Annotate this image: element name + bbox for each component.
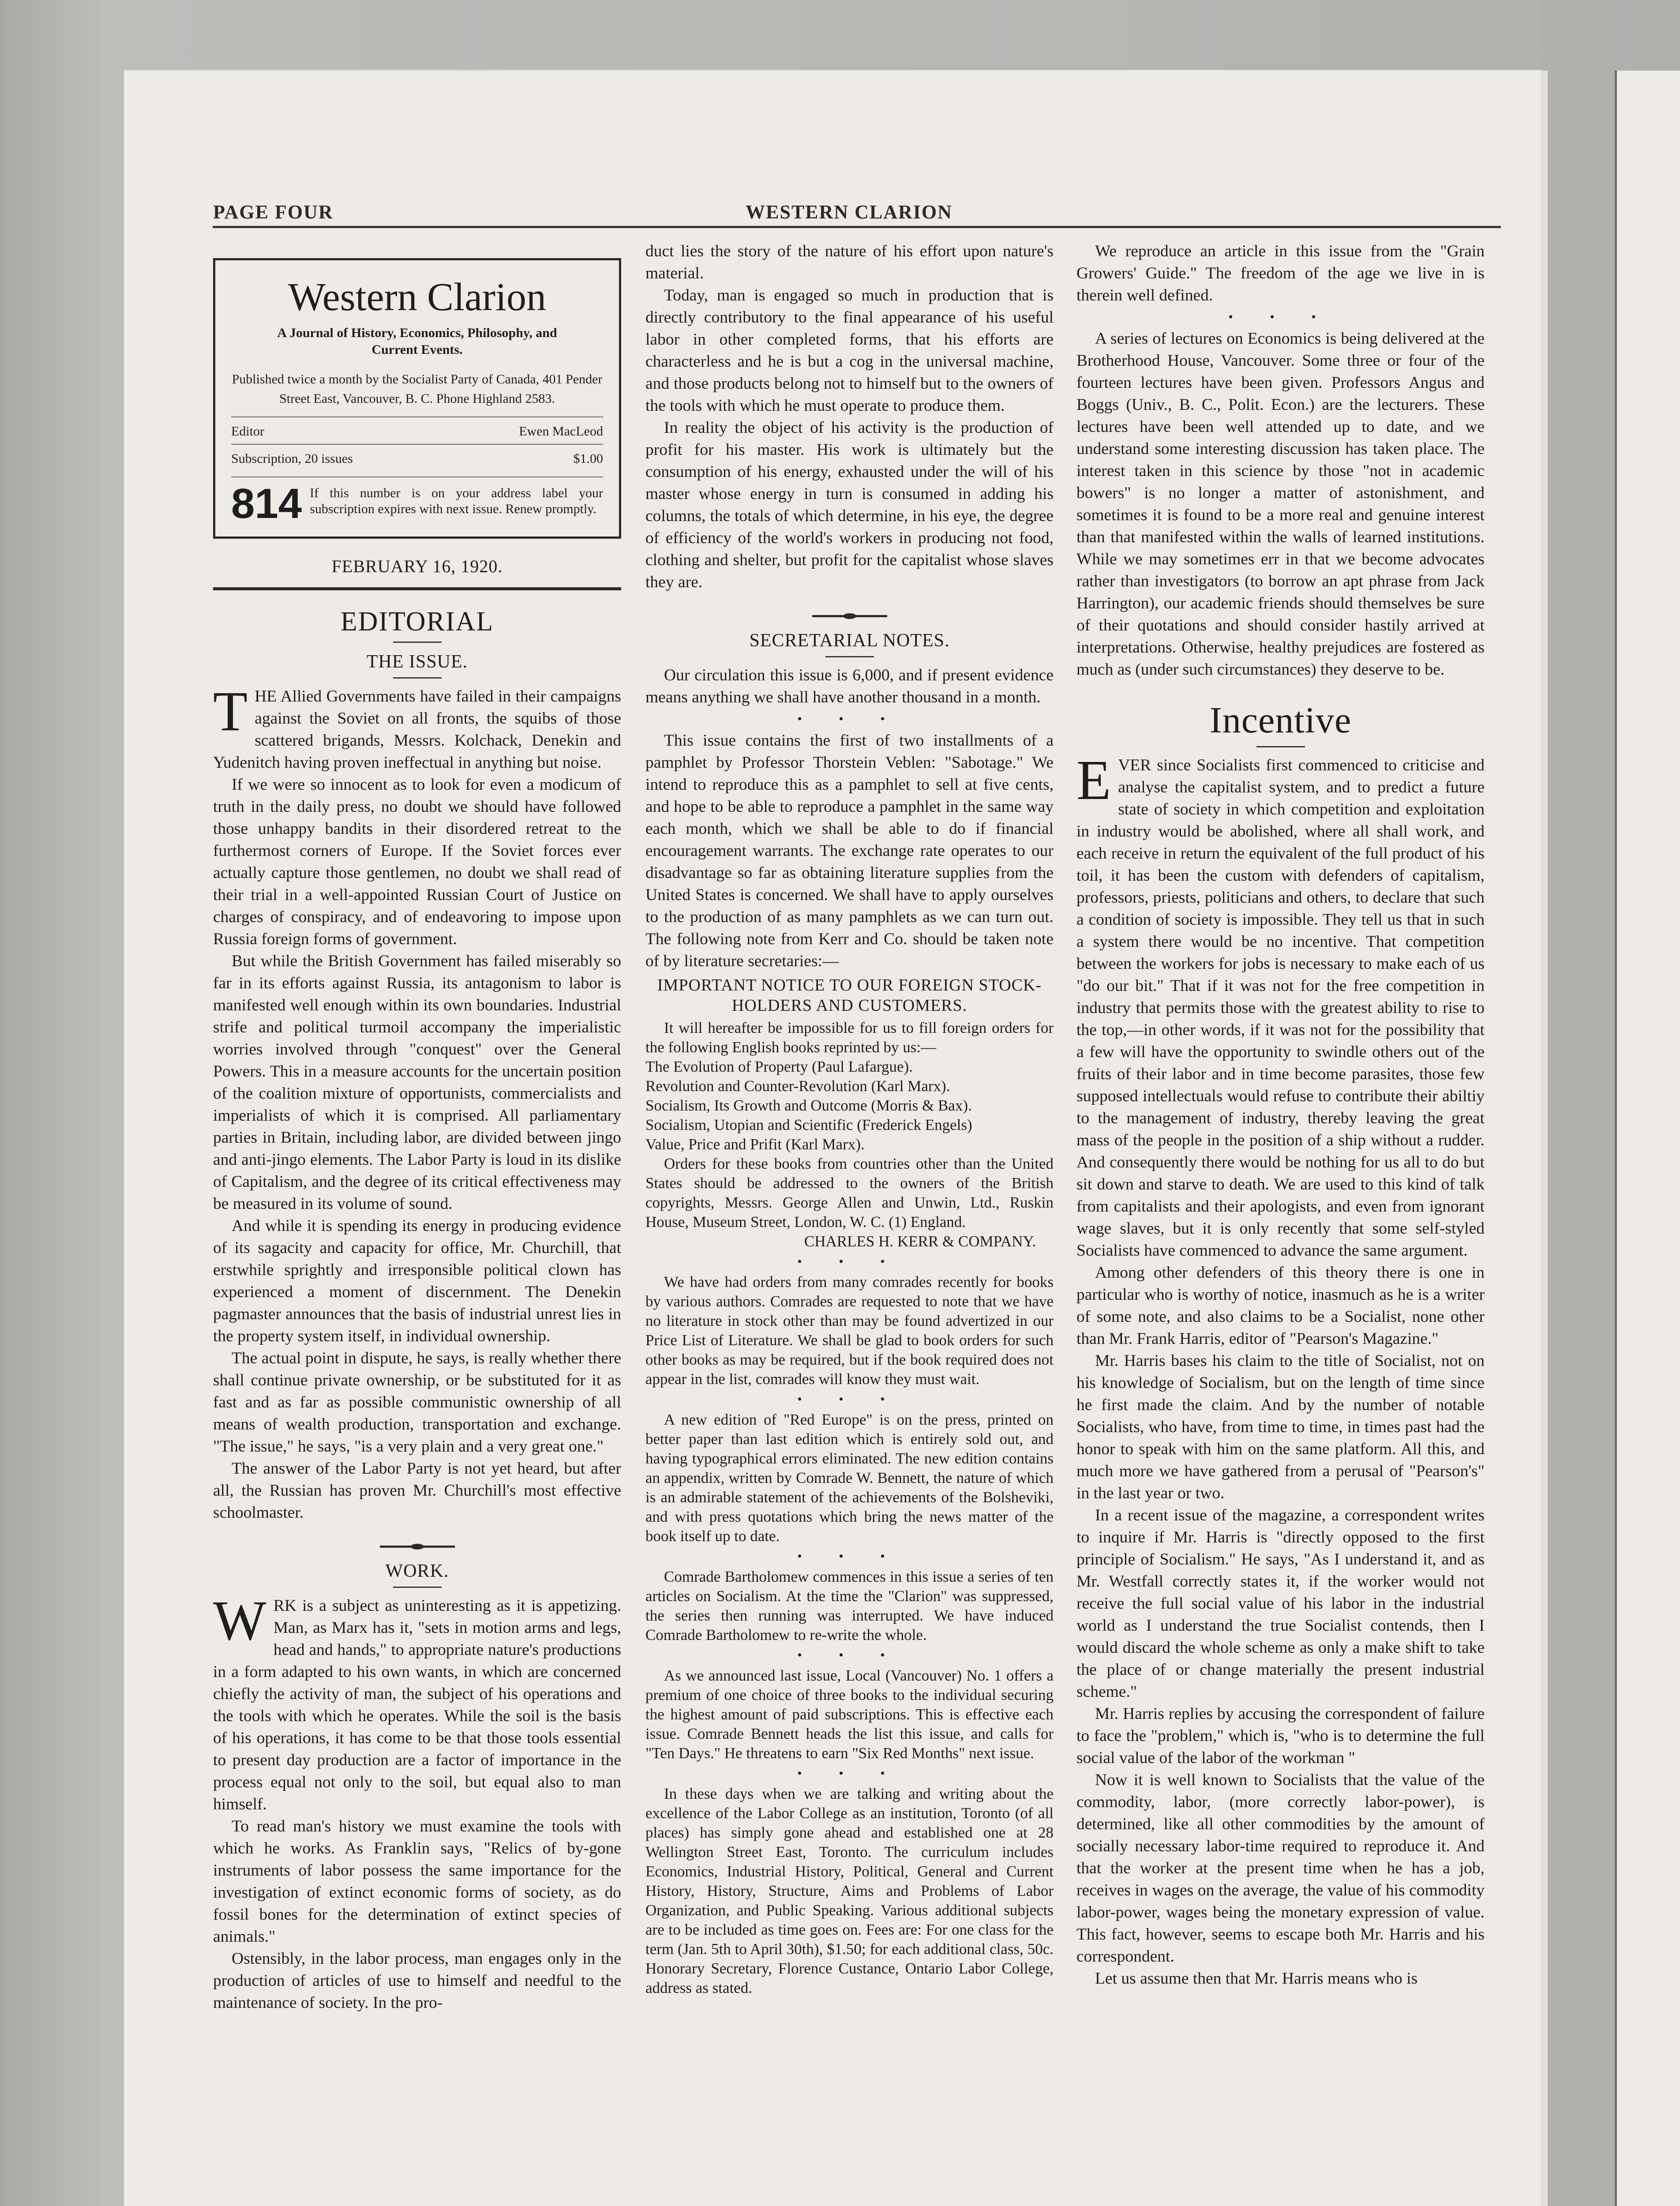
- work-paragraph: RK is a subject as uninteresting as it is appetizing. Man, as Marx has it, "sets in motion arms and legs, head and hands," to appropriate nature's productions in a form adapted to his own wants, in which are concerned chiefly the activity of man, the subject of his operations and the tools with which he operates. While the soil is the basis of his operations, it has come to be that those tools essential to present day production are a factor of importance in the process equal not only to the soil, but equal also to man himself.: [213, 1597, 621, 1813]
- incentive-paragraph: Among other defenders of this theory there is one in particular who is worthy of notice, inasmuch as he is a writer of some note, and also claims to be a Socialist, none other than Mr. Frank Harris, editor of "Pearson's Magazine.": [1076, 1264, 1485, 1348]
- work-paragraph: To read man's history we must examine the tools with which he works. As Franklin says, "Relics of by-gone instruments of labor possess the same importance for the investigation of extinct economic forms of society, as do fossil bones for the determination of extinct species of animals.": [213, 1817, 621, 1946]
- masthead-editor-row: [231, 416, 603, 441]
- kerr-notice: [645, 975, 1054, 1998]
- issue-paragraph: The answer of the Labor Party is not yet heard, but after all, the Russian has proven Mr. Churchill's most effective schoolmaster.: [213, 1459, 621, 1522]
- incentive-paragraph: In a recent issue of the magazine, a correspondent writes to inquire if Mr. Harris is "directly opposed to the first principle of Socialism." He says, "As I understand it, and as Mr. Westfall correctly states it, if the worker would not receive the full social value of his labor in the industrial world as I understand the true Socialist contends, then I would discard the whole scheme as only a make shift to take the place of or change materially the present industrial scheme.": [1076, 1506, 1485, 1701]
- column-2: [645, 240, 1054, 1998]
- incentive-paragraph: Mr. Harris bases his claim to the title of Socialist, not on his knowledge of Socialism, but on the length of time since he first made the claim. And by the number of notable Socialists, who have, from time to time, in times past had the honor to speak with him on the same platform. All this, and much more we have gathered from a perusal of "Pearson's" in the last year or two.: [1076, 1352, 1485, 1502]
- kerr-signature: CHARLES H. KERR & COMPANY.: [804, 1233, 1036, 1250]
- work-paragraph: Ostensibly, in the labor process, man engages only in the production of articles of use to himself and needful to the maintenance of society. In the pro-: [213, 1950, 621, 2012]
- work-heading: WORK.: [385, 1561, 449, 1581]
- work-rule: [393, 1587, 442, 1588]
- book-item: Socialism, Utopian and Scientific (Frederick Engels): [645, 1116, 972, 1133]
- secretarial-rule: [825, 656, 874, 657]
- kerr-notice-intro: It will hereafter be impossible for us to fill foreign orders for the following English books reprinted by us:—: [645, 1019, 1054, 1056]
- secretarial-paragraph: As we announced last issue, Local (Vancouver) No. 1 offers a premium of one choice of three books to the individual securing the highest amount of paid subscriptions. This is effective each issue. Comrade Bennett heads the list this issue, and calls for "Ten Days." He threatens to earn "Six Red Months" next issue.: [645, 1667, 1054, 1762]
- secretarial-paragraph: A new edition of "Red Europe" is on the press, printed on better paper than last edition which is entirely sold out, and having typographical errors eliminated. The new edition contains an appendix, written by Comrade W. Bennett, the nature of which is an admirable statement of the achievements of the Bolsheviki, and with press quotations which bring the news matter of the book itself up to date.: [645, 1411, 1054, 1545]
- editor-label: Editor: [231, 424, 264, 439]
- subscription-price: $1.00: [573, 451, 603, 466]
- book-item: Revolution and Counter-Revolution (Karl Marx).: [645, 1077, 950, 1095]
- separator-dots: • • •: [797, 1648, 902, 1662]
- header-rule: [213, 226, 1501, 228]
- issue-paragraph: And while it is spending its energy in producing evidence of its sagacity and capacity for office, Mr. Churchill, that erstwhile sprightly and irresponsible political clown has experienced a moment of discernment. The Denekin pagmaster announces that the basis of industrial unrest lies in the property system itself, in individual ownership.: [213, 1217, 621, 1345]
- column-1: [213, 240, 621, 2014]
- issue-paragraph: The actual point in dispute, he says, is really whether there shall continue private ownership, or be substituted for it as fast and as far as possible communistic ownership of all means of wealth production, transportation and exchange. "The issue," he says, "is a very plain and a very great one.": [213, 1349, 621, 1456]
- editorial-heading: EDITORIAL: [340, 607, 494, 637]
- masthead-subscription-row: [231, 444, 603, 469]
- issue-paragraph: HE Allied Governments have failed in their campaigns against the Soviet on all fronts, the squibs of those scattered brigands, Messrs. Kolchack, Denekin and Yudenitch having proven ineffectual in anything but noise.: [213, 687, 621, 772]
- issue-rule: [393, 677, 442, 679]
- editorial-rule: [393, 642, 442, 643]
- secretarial-paragraph: In these days when we are talking and writing about the excellence of the Labor College as an institution, Toronto (of all places) has simply gone ahead and established one at 28 Wellington Street East, Toronto. The curriculum includes Economics, Industrial History, Political, General and Current History, History, Structure, Aims and Problems of Labor Organization, and Public Speaking. Various additional subjects are to be included as time goes on. Fees are: For one class for the term (Jan. 5th to April 30th), $1.50; for each additional class, 50c. Honorary Secretary, Florence Custance, Ontario Labor College, address as stated.: [645, 1785, 1054, 1996]
- masthead-box: [213, 258, 621, 539]
- book-item: The Evolution of Property (Paul Lafargue).: [645, 1058, 913, 1075]
- separator-dots: • • •: [797, 712, 902, 726]
- column-3: [1076, 240, 1485, 1990]
- secretarial-heading: SECRETARIAL NOTES.: [749, 630, 950, 651]
- renewal-notice: If this number is on your address label your subscription expires with next issue. Renew promptly.: [310, 486, 603, 516]
- incentive-paragraph: Mr. Harris replies by accusing the correspondent of failure to face the "problem," which is, "who is to determine the full social value of the labor of the workman ": [1076, 1705, 1485, 1767]
- issue-paragraph: If we were so innocent as to look for even a modicum of truth in the daily press, no doubt we should have followed those unhappy bandits in their disordered retreat to the furthermost corners of Europe. If the Soviet forces ever actually capture those gentlemen, no doubt we shall read of their trial in a well-appointed Russian Court of Justice on charges of conspiracy, and of endeavoring to impose upon Russia foreign forms of government.: [213, 776, 621, 948]
- ornamental-rule: [213, 1532, 621, 1554]
- date-rule: [213, 587, 621, 590]
- incentive-paragraph: Now it is well known to Socialists that the value of the commodity, labor, (more correctly labor-power), is determined, like all other commodities by the amount of socially necessary labor-time required to reproduce it. And that the worker at the present time when he has a job, receives in wages on the average, the value of his commodity labor-power, wages being the monetary expression of value. This fact, however, seems to escape both Mr. Harris and his correspondent.: [1076, 1771, 1485, 1966]
- notes-paragraph: A series of lectures on Economics is being delivered at the Brotherhood House, Vancouver. Some three or four of the fourteen lectures have been given. Professors Angus and Boggs (Univ., B. C., Polit. Econ.) are the lecturers. These lectures have been well attended up to date, and we understand some interesting discussion has taken place. The interest taken in this science by those "not in academic bowers" is no longer a matter of astonishment, and sometimes it is found to be a more real and genuine interest than that manifested within the walls of learned institutions. While we may sometimes err in that we become advocates rather than investigators (to borrow an apt phrase from Jack Harrington), our academic friends should themselves be sure of their quotations and should consider hastily arrived at interpretations. Otherwise, healthy prejudices are fostered as much as (under such circumstances) they deserve to be.: [1076, 330, 1485, 679]
- separator-dots: • • •: [1228, 310, 1333, 324]
- issue-paragraph: But while the British Government has failed miserably so far in its efforts against Russia, its antagonism to labor is manifested well enough within its own boundaries. Industrial strife and political turmoil accompany the imperialistic worries involved through "conquest" over the General Powers. This in a measure accounts for the uncertain position of the coalition mixture of opportunists, commercialists and imperialists of which it is comprised. All parliamentary parties in Britain, including labor, are divided between jingo and anti-jingo elements. The Labor Party is loud in its dislike of Capitalism, and the degree of its critical effectiveness may be measured in its volume of sound.: [213, 952, 621, 1213]
- book-item: Socialism, Its Growth and Outcome (Morris & Bax).: [645, 1097, 972, 1114]
- separator-dots: • • •: [797, 1766, 902, 1781]
- issue-number: 814: [231, 480, 302, 527]
- secretarial-paragraph: This issue contains the first of two installments of a pamphlet by Professor Thorstein Veblen: "Sabotage." We intend to reproduce this as a pamphlet to sell at five cents, and hope to be able to reproduce a pamphlet in the same way each month, which we shall be able to do if financial encouragement warrants. The exchange rate operates to our disadvantage so far as obtaining literature supplies from the United States is concerned. We shall have to apply ourselves to the production of as many pamphlets as we can turn out. The following note from Kerr and Co. should be taken note of by literature secretaries:—: [645, 732, 1054, 970]
- secretarial-paragraph: Our circulation this issue is 6,000, and if present evidence means anything we shall have another thousand in a month.: [645, 666, 1054, 706]
- editor-name: Ewen MacLeod: [519, 424, 603, 439]
- page-number-label: PAGE FOUR: [213, 201, 334, 223]
- dropcap-incentive: E: [1076, 749, 1111, 811]
- masthead-title: Western Clarion: [288, 275, 547, 319]
- issue-heading: THE ISSUE.: [366, 652, 468, 672]
- ornamental-rule: [645, 601, 1054, 623]
- incentive-paragraph: Let us assume then that Mr. Harris means who is: [1095, 1970, 1418, 1988]
- notes-paragraph: We reproduce an article in this issue from the "Grain Growers' Guide." The freedom of the age we live in is therein well defined.: [1076, 242, 1485, 304]
- dropcap-work: W: [213, 1589, 266, 1652]
- work-continued-paragraph: Today, man is engaged so much in production that is directly contributory to the final appearance of his useful labor in other completed forms, that his efforts are characterless and he is but a cog in the universal machine, and those products belong not to himself but to the owners of the tools with which he must operate to produce them.: [645, 286, 1054, 415]
- book-item: Value, Price and Prifit (Karl Marx).: [645, 1136, 865, 1153]
- kerr-notice-heading: IMPORTANT NOTICE TO OUR FOREIGN STOCK-HOLDERS AND CUSTOMERS.: [657, 976, 1042, 1015]
- dropcap-issue: T: [213, 680, 248, 743]
- incentive-paragraph: VER since Socialists first commenced to criticise and analyse the capitalist system, and to predict a future state of society in which competition and exploitation in industry would be abolished, where all shall work, and each receive in return the equivalent of the full product of his toil, it has been the custom with defenders of capitalism, professors, priests, politicians and others, to declare that such a condition of society is impossible. They tell us that in such a system there would be no incentive. That competition between the workers for jobs is necessary to make each of us "do our bit." That if it was not for the free competition in industry that permits those with the greatest ability to rise to the top,—in other words, if it was not for the possibility that a few will have the opportunity to swindle others out of the fruits of their labor and in time become parasites, those few supposed intellectuals would refuse to contribute their abiltiy to the management of industry, thereby leaving the great mass of the people in the position of a ship without a rudder. And consequently there would be nothing for us all to do but sit down and starve to death. We are used to this kind of talk from capitalists and their apologists, and even from ignorant wage slaves, but it is only recently that some self-styled Socialists have commenced to advance the same argument.: [1076, 756, 1485, 1260]
- issue-date: FEBRUARY 16, 1920.: [331, 556, 503, 576]
- masthead-notice: [231, 476, 603, 525]
- separator-dots: • • •: [797, 1549, 902, 1564]
- incentive-rule: [1256, 746, 1305, 747]
- book-list: [645, 1057, 1054, 1154]
- masthead-publisher: Published twice a month by the Socialist Party of Canada, 401 Pender Street East, Vancouver, B. C. Phone Highland 2583.: [232, 372, 603, 406]
- separator-dots: • • •: [797, 1254, 902, 1269]
- running-title: WESTERN CLARION: [746, 201, 952, 223]
- work-continued-paragraph: duct lies the story of the nature of his effort upon nature's material.: [645, 242, 1054, 282]
- subscription-label: Subscription, 20 issues: [231, 451, 353, 466]
- kerr-notice-orders: Orders for these books from countries other than the United States should be addressed to the owners of the British copyrights, Messrs. George Allen and Unwin, Ltd., Ruskin House, Museum Street, London, W. C. (1) England.: [645, 1155, 1054, 1231]
- masthead-tagline: A Journal of History, Economics, Philosophy, and Current Events.: [277, 326, 557, 357]
- incentive-heading: Incentive: [1209, 700, 1352, 741]
- adjacent-page-edge: [1615, 71, 1680, 2206]
- secretarial-paragraph: Comrade Bartholomew commences in this issue a series of ten articles on Socialism. At the time the "Clarion" was suppressed, the series then running was interrupted. We have induced Comrade Bartholomew to re-write the whole.: [645, 1568, 1054, 1643]
- work-continued-paragraph: In reality the object of his activity is the production of profit for his master. His work is ultimately but the consumption of his energy, exhausted under the will of his master whose energy in turn is consumed in adding his columns, the totals of which determine, in his eye, the degree of efficiency of the world's workers in producing not food, clothing and shelter, but profit for the capitalist whose slaves they are.: [645, 419, 1054, 591]
- separator-dots: • • •: [797, 1392, 902, 1407]
- secretarial-paragraph: We have had orders from many comrades recently for books by various authors. Comrades are requested to note that we have no literature in stock other than may be found advertized in our Price List of Literature. We shall be glad to book orders for such other books as may be required, but if the book required does not appear in the list, comrades will know they must wait.: [645, 1273, 1054, 1388]
